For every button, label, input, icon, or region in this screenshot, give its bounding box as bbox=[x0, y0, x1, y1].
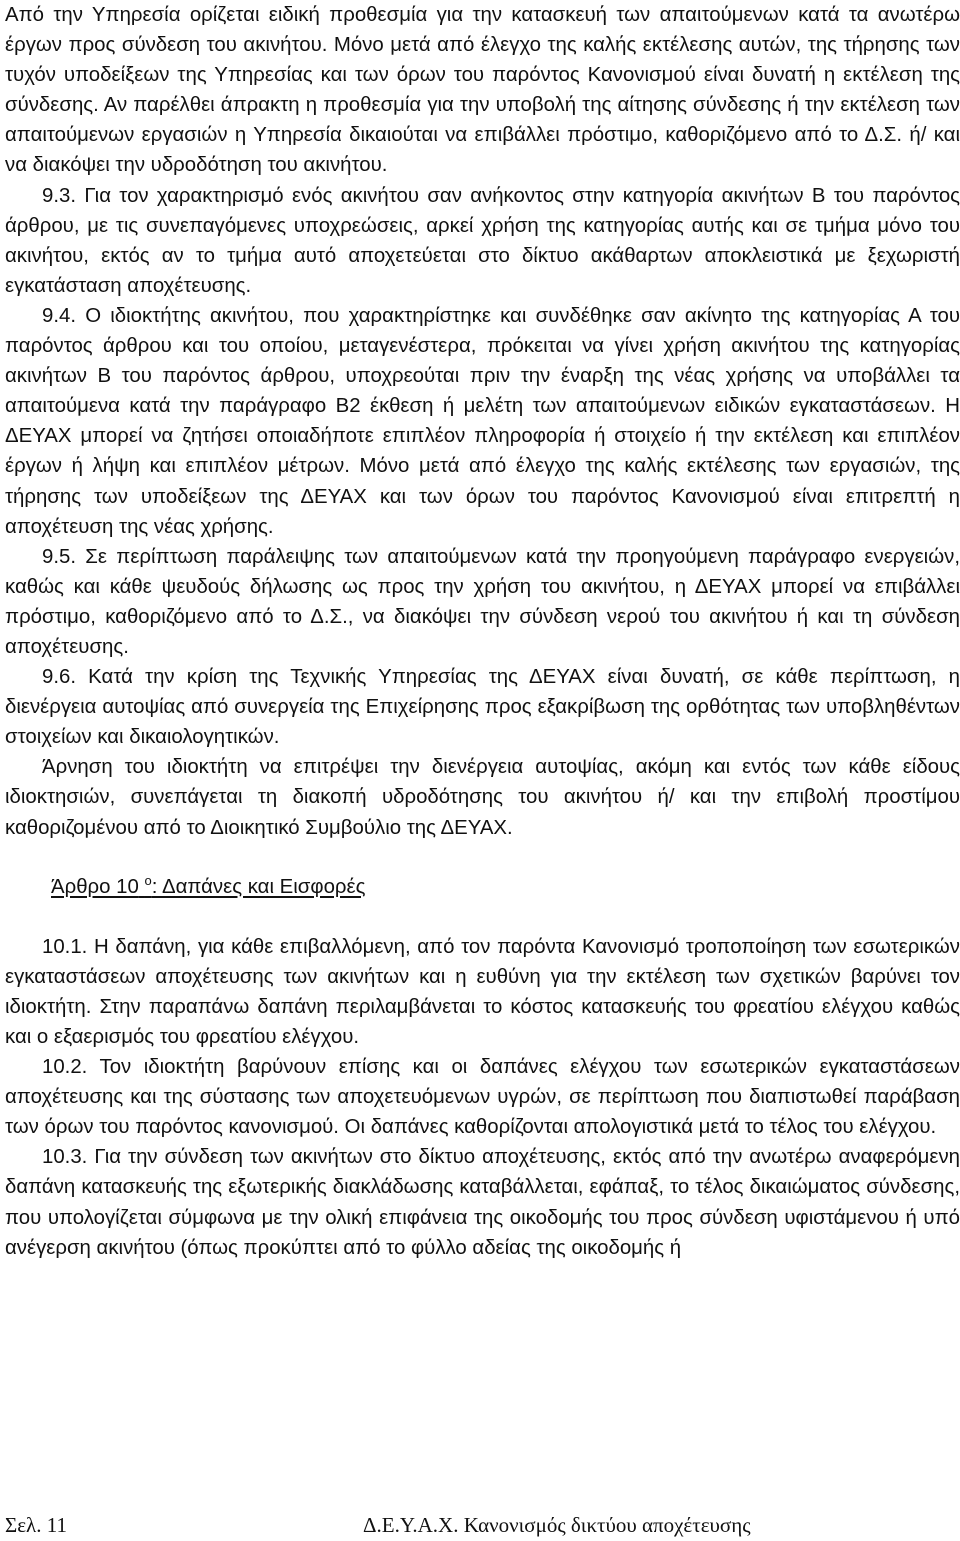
footer-page-number: Σελ. 11 bbox=[5, 1513, 67, 1537]
paragraph-intro: Από την Υπηρεσία ορίζεται ειδική προθεσμία για την κατασκευή των απαιτούμενων κατά τα ανωτέρω έργων προς σύνδεση του ακινήτου. Μόνο μετά από έλεγχο της καλής εκτέλεσης αυτών, της τήρησης των τυχόν υποδείξεων της Υπηρεσίας και των όρων του παρόντος Κανονισμού είναι δυνατή η εκτέλεση της σύνδεσης. Αν παρέλθει άπρακτη η προθεσμία για την υποβολή της αίτησης σύνδεσης ή την εκτέλεση των απαιτούμενων εργασιών η Υπηρεσία δικαιούται να επιβάλλει πρόστιμο, καθοριζόμενο από το Δ.Σ. ή/ και να διακόψει την υδροδότηση του ακινήτου. bbox=[5, 4, 960, 177]
paragraph-refusal: Άρνηση του ιδιοκτήτη να επιτρέψει την διενέργεια αυτοψίας, ακόμη και εντός των κάθε είδους ιδιοκτησιών, συνεπάγεται τη διακοπή υδροδότησης του ακινήτου ή/ και την επιβολή προστίμου καθοριζομένου από το Διοικητικό Συμβούλιο της ΔΕΥΑΧ. bbox=[5, 756, 960, 839]
paragraph-9-5: 9.5. Σε περίπτωση παράλειψης των απαιτούμενων κατά την προηγούμενη παράγραφο ενεργειών, καθώς και κάθε ψευδούς δήλωσης ως προς την χρήση του ακινήτου, η ΔΕΥΑΧ μπορεί να επιβάλλει πρόστιμο, καθοριζόμενο από το Δ.Σ., να διακόψει την σύνδεση νερού του ακινήτου ή και τη σύνδεση αποχέτευσης. bbox=[5, 545, 960, 658]
page-content bbox=[5, 0, 960, 1263]
paragraph-9-6: 9.6. Κατά την κρίση της Τεχνικής Υπηρεσίας της ΔΕΥΑΧ είναι δυνατή, σε κάθε περίπτωση, η διενέργεια αυτοψίας από συνεργεία της Επιχείρησης προς εξακρίβωση της ορθότητας των υποβληθέντων στοιχείων και δικαιολογητικών. bbox=[5, 666, 960, 749]
article-heading-title: : Δαπάνες και Εισφορές bbox=[151, 875, 366, 898]
page-footer bbox=[5, 1510, 960, 1540]
article-heading-ordinal: ο bbox=[144, 872, 152, 888]
paragraph-9-4: 9.4. Ο ιδιοκτήτης ακινήτου, που χαρακτηρίστηκε και συνδέθηκε σαν ακίνητο της κατηγορίας Α του παρόντος άρθρου και του οποίου, μεταγενέστερα, πρόκειται να γίνει χρήση ακινήτου της κατηγορίας ακινήτων Β του παρόντος άρθρου, υποχρεούται πριν την έναρξη της νέας χρήσης να υποβάλλει τα απαιτούμενα κατά την παράγραφο Β2 έκθεση ή μελέτη των απαιτούμενων ειδικών εγκαταστάσεων. Η ΔΕΥΑΧ μπορεί να ζητήσει οποιαδήποτε επιπλέον πληροφορία ή στοιχείο ή την εκτέλεση και επιπλέον έργων ή λήψη και επιπλέον μέτρων. Μόνο μετά από έλεγχο της καλής εκτέλεσης των εργασιών, της τήρησης των υποδείξεων της ΔΕΥΑΧ και των όρων του παρόντος Κανονισμού είναι επιτρεπτή η αποχέτευση της νέας χρήσης. bbox=[5, 304, 960, 538]
paragraph-9-3: 9.3. Για τον χαρακτηρισμό ενός ακινήτου σαν ανήκοντος στην κατηγορία ακινήτων Β του παρόντος άρθρου, με τις συνεπαγόμενες υποχρεώσεις, αρκεί χρήση της κατηγορίας αυτής και σε τμήμα μόνο του ακινήτου, εκτός αν το τμήμα αυτό αποχετεύεται στο δίκτυο ακάθαρτων αποκλειστικά με ξεχωριστή εγκατάσταση αποχέτευσης. bbox=[5, 184, 960, 297]
paragraph-10-1: 10.1. Η δαπάνη, για κάθε επιβαλλόμενη, από τον παρόντα Κανονισμό τροποποίηση των εσωτερικών εγκαταστάσεων αποχέτευσης των ακινήτων και η ευθύνη για την εκτέλεση των σχετικών βαρύνει τον ιδιοκτήτη. Στην παραπάνω δαπάνη περιλαμβάνεται το κόστος κατασκευής του φρεατίου ελέγχου καθώς και ο εξαερισμός του φρεατίου ελέγχου. bbox=[5, 935, 960, 1048]
footer-document-title: Δ.Ε.Υ.Α.Χ. Κανονισμός δικτύου αποχέτευσης bbox=[363, 1513, 751, 1537]
paragraph-10-2: 10.2. Τον ιδιοκτήτη βαρύνουν επίσης και οι δαπάνες ελέγχου των εσωτερικών εγκαταστάσεων αποχέτευσης και της σύστασης των αποχετευόμενων υγρών, σε περίπτωση που διαπιστωθεί παράβαση των όρων του παρόντος κανονισμού. Οι δαπάνες καθορίζονται απολογιστικά μετά το τέλος του ελέγχου. bbox=[5, 1056, 960, 1139]
article-heading-prefix: Άρθρο 10 bbox=[51, 875, 139, 898]
paragraph-10-3: 10.3. Για την σύνδεση των ακινήτων στο δίκτυο αποχέτευσης, εκτός από την ανωτέρω αναφερόμενη δαπάνη κατασκευής της εξωτερικής διακλάδωσης καταβάλλεται, εφάπαξ, το τέλος δικαιώματος σύνδεσης, που υπολογίζεται σύμφωνα με την ολική επιφάνεια της οικοδομής του προς σύνδεση υφιστάμενου ή υπό ανέγερση ακινήτου (όπως προκύπτει από το φύλλο αδείας της οικοδομής ή bbox=[5, 1146, 960, 1259]
article-heading bbox=[51, 872, 960, 902]
